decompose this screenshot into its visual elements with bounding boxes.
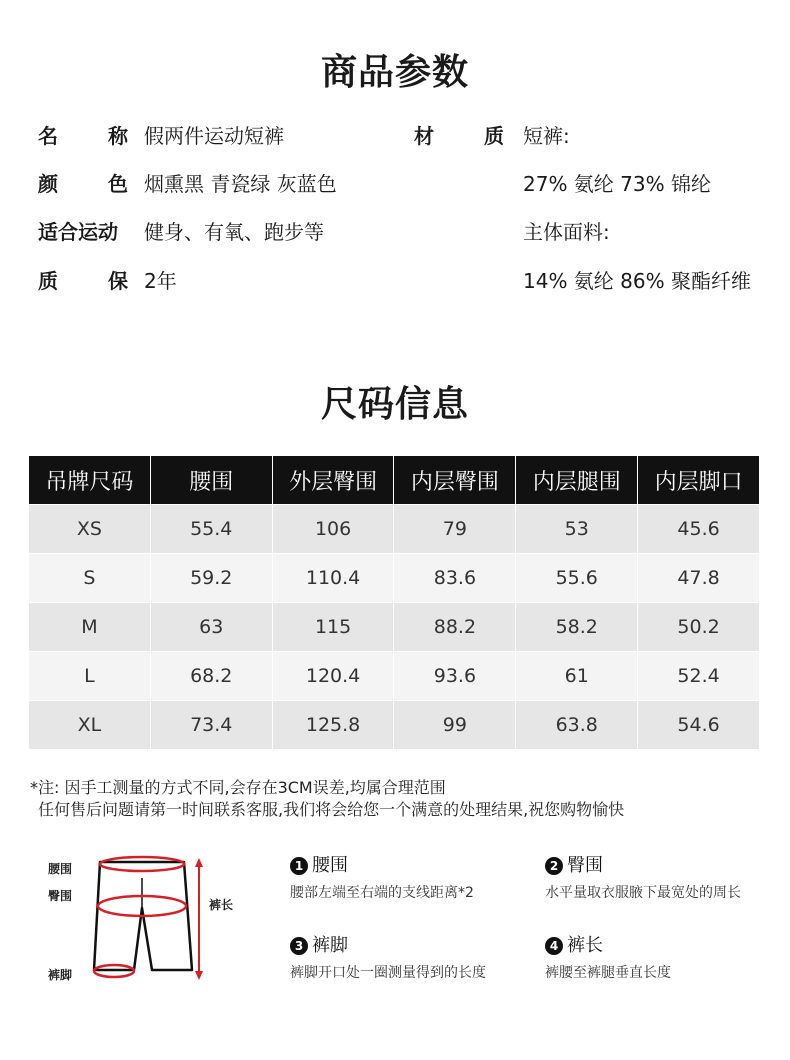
material-label: 材 质 bbox=[414, 124, 504, 148]
legend-desc: 裤腰至裤腿垂直长度 bbox=[545, 965, 671, 981]
param-value-name: 假两件运动短裤 bbox=[144, 124, 284, 148]
size-value-cell: 88.2 bbox=[394, 602, 515, 651]
size-value-cell: 73.4 bbox=[151, 700, 272, 749]
number-4-icon: 4 bbox=[545, 937, 563, 955]
size-value-cell: 125.8 bbox=[273, 700, 394, 749]
size-value-cell: 93.6 bbox=[394, 651, 515, 700]
size-value-cell: 63 bbox=[151, 602, 272, 651]
number-2-icon: 2 bbox=[545, 857, 563, 875]
size-value-cell: 53 bbox=[516, 504, 637, 553]
size-value-cell: 61 bbox=[516, 651, 637, 700]
size-info-title: 尺码信息 bbox=[320, 384, 469, 425]
size-value-cell: 63.8 bbox=[516, 700, 637, 749]
size-table bbox=[28, 456, 760, 749]
size-value-cell: 50.2 bbox=[638, 602, 759, 651]
size-label-cell: S bbox=[29, 553, 150, 602]
param-value-warranty: 2年 bbox=[144, 269, 177, 293]
diagram-label-waist: 腰围 bbox=[48, 862, 73, 876]
header-tag-size: 吊牌尺码 bbox=[29, 456, 150, 504]
legend-item-hem bbox=[290, 935, 510, 983]
material-line-2: 27% 氨纶 73% 锦纶 bbox=[523, 172, 711, 196]
size-value-cell: 99 bbox=[394, 700, 515, 749]
header-inner-hip: 内层臀围 bbox=[394, 456, 515, 504]
table-row bbox=[29, 504, 759, 553]
diagram-label-hem: 裤脚 bbox=[48, 968, 73, 982]
param-label-sport: 适合运动 bbox=[38, 220, 118, 244]
table-row bbox=[29, 602, 759, 651]
measurement-diagram bbox=[44, 848, 254, 998]
legend-desc: 裤脚开口处一圈测量得到的长度 bbox=[290, 965, 486, 981]
material-line-4: 14% 氨纶 86% 聚酯纤维 bbox=[523, 269, 751, 293]
header-inner-leg: 内层腿围 bbox=[516, 456, 637, 504]
legend-title: 臀围 bbox=[567, 855, 603, 876]
product-params-title: 商品参数 bbox=[320, 52, 469, 93]
size-label-cell: M bbox=[29, 602, 150, 651]
size-value-cell: 45.6 bbox=[638, 504, 759, 553]
table-row bbox=[29, 651, 759, 700]
size-value-cell: 106 bbox=[273, 504, 394, 553]
header-inner-hem: 内层脚口 bbox=[638, 456, 759, 504]
shorts-outline-icon bbox=[44, 848, 254, 998]
legend-title: 腰围 bbox=[312, 855, 348, 876]
size-label-cell: L bbox=[29, 651, 150, 700]
legend-title: 裤脚 bbox=[312, 935, 348, 956]
header-outer-hip: 外层臀围 bbox=[273, 456, 394, 504]
number-1-icon: 1 bbox=[290, 857, 308, 875]
size-value-cell: 79 bbox=[394, 504, 515, 553]
param-label-warranty: 质 保 bbox=[38, 269, 128, 293]
material-line-1: 短裤: bbox=[523, 124, 570, 148]
product-params bbox=[38, 120, 768, 310]
legend-desc: 水平量取衣服腋下最宽处的周长 bbox=[545, 885, 741, 901]
size-value-cell: 110.4 bbox=[273, 553, 394, 602]
diagram-label-length: 裤长 bbox=[209, 898, 234, 912]
size-value-cell: 54.6 bbox=[638, 700, 759, 749]
legend-item-waist bbox=[290, 855, 510, 903]
size-label-cell: XS bbox=[29, 504, 150, 553]
table-row bbox=[29, 700, 759, 749]
param-label-color: 颜 色 bbox=[38, 172, 128, 196]
note-line-2: 任何售后问题请第一时间联系客服,我们将会给您一个满意的处理结果,祝您购物愉快 bbox=[38, 800, 625, 819]
size-value-cell: 68.2 bbox=[151, 651, 272, 700]
param-value-sport: 健身、有氧、跑步等 bbox=[144, 220, 324, 244]
diagram-label-hip: 臀围 bbox=[48, 889, 73, 903]
size-value-cell: 52.4 bbox=[638, 651, 759, 700]
header-waist: 腰围 bbox=[151, 456, 272, 504]
size-label-cell: XL bbox=[29, 700, 150, 749]
size-value-cell: 47.8 bbox=[638, 553, 759, 602]
param-value-color: 烟熏黑 青瓷绿 灰蓝色 bbox=[144, 172, 337, 196]
param-label-name: 名 称 bbox=[38, 124, 128, 148]
legend-item-hip bbox=[545, 855, 765, 903]
number-3-icon: 3 bbox=[290, 937, 308, 955]
size-note bbox=[30, 777, 624, 821]
size-value-cell: 59.2 bbox=[151, 553, 272, 602]
note-line-1: *注: 因手工测量的方式不同,会存在3CM误差,均属合理范围 bbox=[30, 778, 446, 797]
material-line-3: 主体面料: bbox=[523, 220, 610, 244]
size-value-cell: 55.6 bbox=[516, 553, 637, 602]
size-value-cell: 58.2 bbox=[516, 602, 637, 651]
size-value-cell: 55.4 bbox=[151, 504, 272, 553]
legend-title: 裤长 bbox=[567, 935, 603, 956]
table-row bbox=[29, 553, 759, 602]
legend-desc: 腰部左端至右端的支线距离*2 bbox=[290, 885, 474, 901]
size-value-cell: 120.4 bbox=[273, 651, 394, 700]
size-value-cell: 83.6 bbox=[394, 553, 515, 602]
size-table-header bbox=[29, 456, 759, 504]
legend-item-length bbox=[545, 935, 765, 983]
size-value-cell: 115 bbox=[273, 602, 394, 651]
